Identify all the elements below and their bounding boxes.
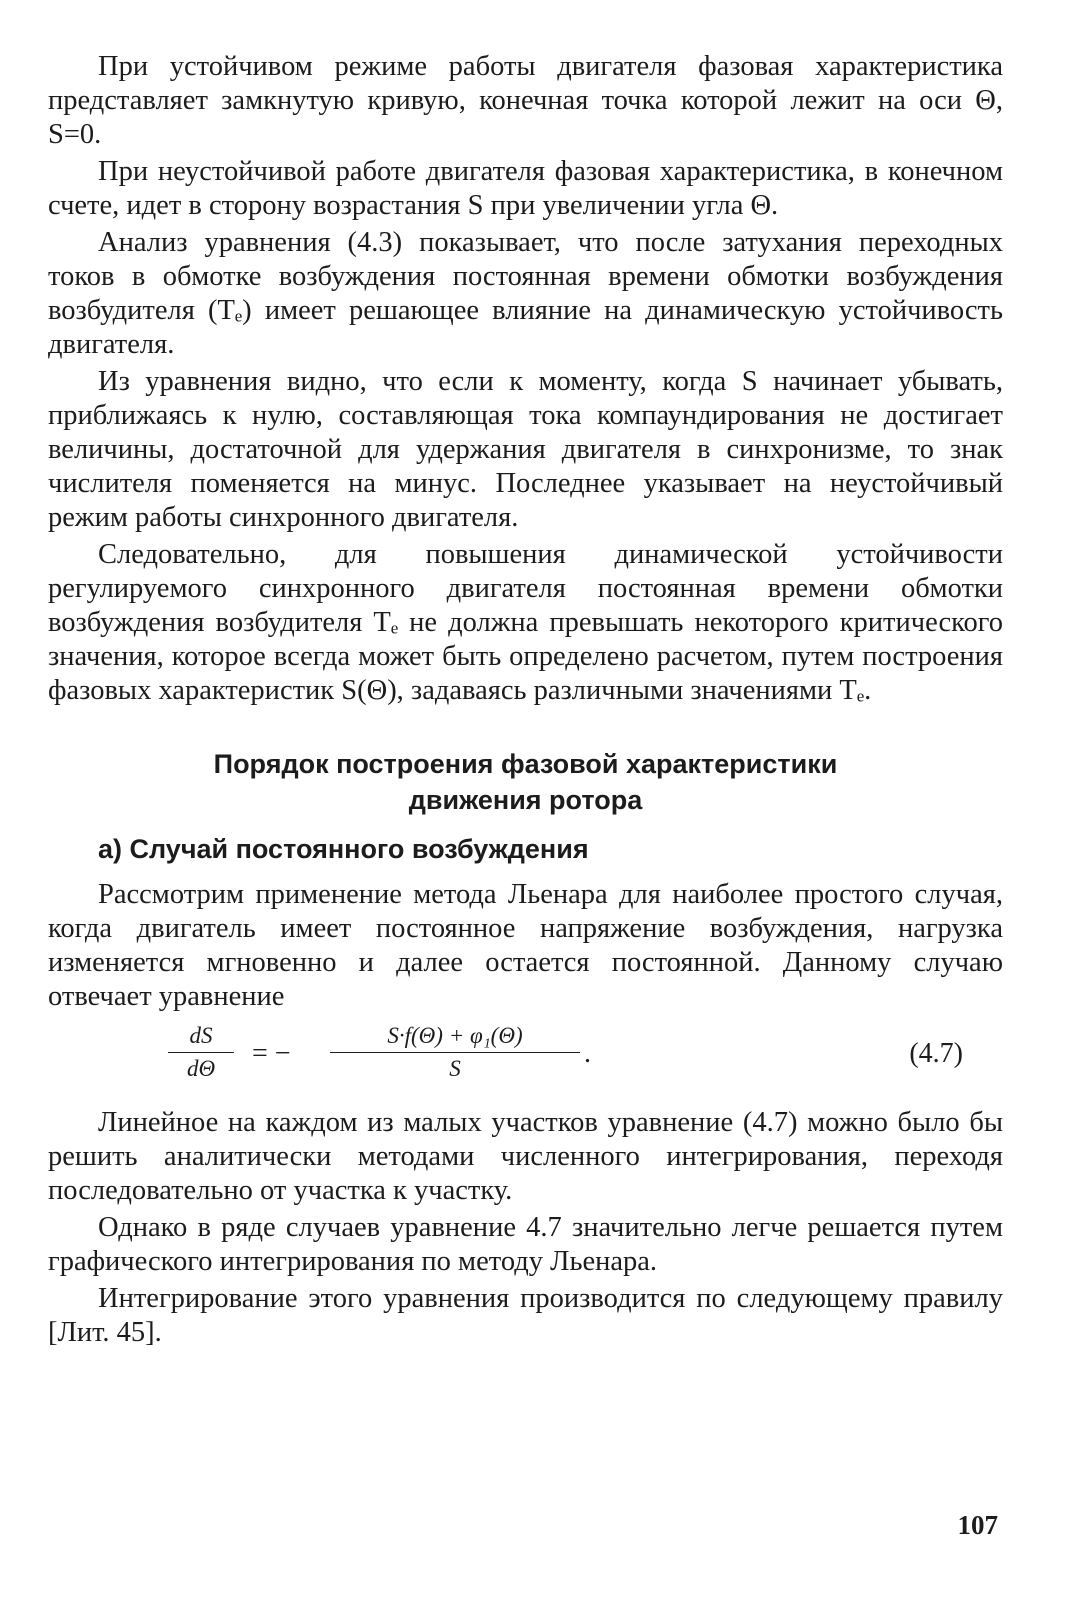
equation-trailing-dot: . [584,1038,591,1069]
paragraph-unstable-mode: При неустойчивой работе двигателя фазовая характеристика, в конечном счете, идет в сторону возрастания S при увеличении угла Θ. [48,156,1003,221]
page-body [48,50,1003,1353]
equation-rhs-numerator: S·f(Θ) + φ₁(Θ) [330,1022,580,1053]
paragraph-conclusion: Следовательно, для повышения динамической устойчивости регулируемого синхронного двигателя постоянная времени обмотки возбуждения возбудителя Tₑ не должна превышать некоторого критического значения, которое всегда может быть определено расчетом, путем построения фазовых характеристик S(Θ), задаваясь различными значениями Tₑ. [48,539,1003,706]
equation-lhs-numerator: dS [168,1022,234,1053]
equation-4-7 [48,1020,1003,1092]
paragraph-stable-mode: При устойчивом режиме работы двигателя фазовая характеристика представляет замкнутую кривую, конечная точка которой лежит на оси Θ, S=0. [48,51,1003,150]
subsection-heading: а) Случай постоянного возбуждения [98,834,589,864]
paragraph-numerical-solution: Линейное на каждом из малых участков уравнение (4.7) можно было бы решить аналитически методами численного интегрирования, переходя последовательно от участка к участку. [48,1107,1003,1206]
equation-rhs-fraction [330,1022,580,1083]
equation-equals-minus: = − [252,1038,291,1069]
paragraph-numerator-sign: Из уравнения видно, что если к моменту, когда S начинает убывать, приближаясь к нулю, составляющая тока компаундирования не достигает величины, достаточной для удержания двигателя в синхронизме, то знак числителя поменяется на минус. Последнее указывает на неустойчивый режим работы синхронного двигателя. [48,366,1003,533]
section-heading [48,746,1003,818]
paragraph-integration-rule: Интегрирование этого уравнения производится по следующему правилу [Лит. 45]. [48,1283,1003,1348]
page-number: 107 [957,1510,998,1540]
paragraph-equation-analysis: Анализ уравнения (4.3) показывает, что после затухания переходных токов в обмотке возбуждения постоянная времени обмотки возбуждения возбудителя (Tₑ) имеет решающее влияние на динамическую устойчивость двигателя. [48,227,1003,360]
section-heading-line-2: движения ротора [408,785,643,815]
section-heading-line-1: Порядок построения фазовой характеристики [213,749,838,779]
paragraph-lienard-method: Рассмотрим применение метода Льенара для наиболее простого случая, когда двигатель имеет постоянное напряжение возбуждения, нагрузка изменяется мгновенно и далее остается постоянной. Данному случаю отвечает уравнение [48,879,1003,1012]
equation-lhs-denominator: dΘ [186,1056,216,1081]
paragraph-graphical-integration: Однако в ряде случаев уравнение 4.7 значительно легче решается путем графического интегрирования по методу Льенара. [48,1212,1003,1277]
equation-rhs-denominator: S [449,1056,461,1081]
equation-lhs-fraction [168,1022,234,1083]
equation-number: (4.7) [909,1038,963,1069]
